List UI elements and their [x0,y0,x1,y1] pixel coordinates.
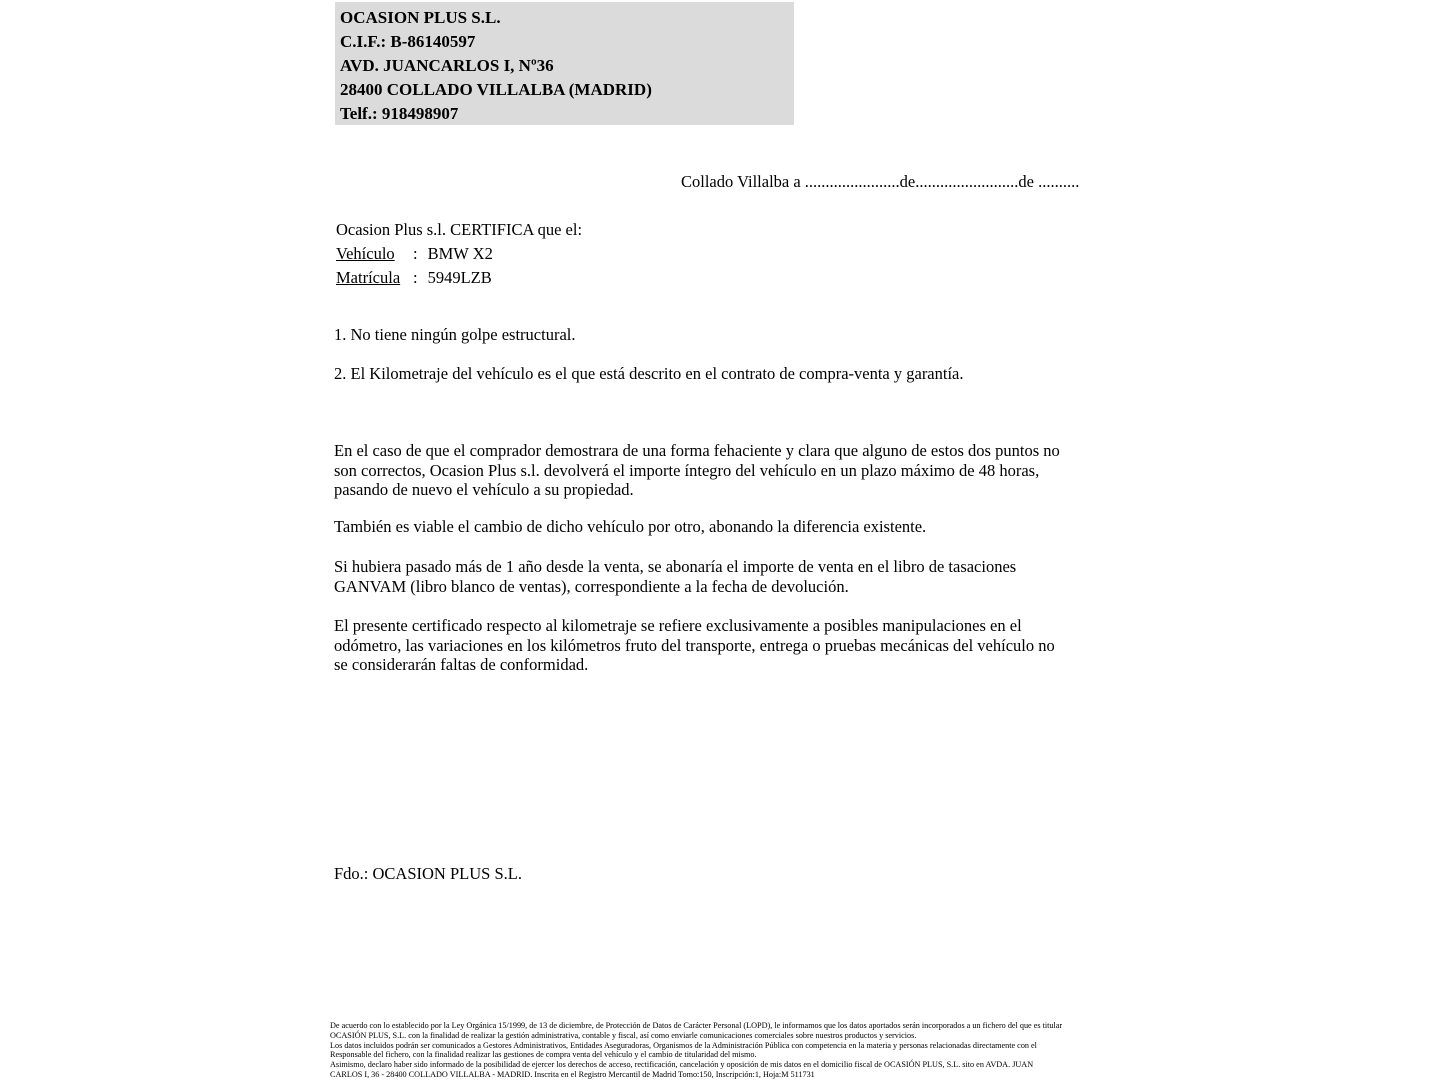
vehicle-separator: : [413,244,418,263]
paragraph-ganvam [334,557,1016,596]
certification-block [336,218,582,290]
paragraph-line: Si hubiera pasado más de 1 año desde la venta, se abonaría el importe de venta en el libro de tasaciones [334,557,1017,576]
paragraph-odometer [334,616,1055,675]
footer-line: OCASIÓN PLUS, S.L. con la finalidad de realizar la gestión administrativa, contable y fiscal, así como enviarle comunicaciones comerciales sobre nuestros productos y servicios. [330,1030,917,1040]
plate-label: Matrícula [336,268,401,287]
plate-value: 5949LZB [427,268,492,287]
date-line: Collado Villalba a .......................de.........................de .......... [681,172,1080,191]
vehicle-row [336,242,582,266]
paragraph-line: son correctos, Ocasion Plus s.l. devolverá el importe íntegro del vehículo en un plazo máximo de 48 horas, [334,460,1040,480]
legal-footer [330,1021,1062,1080]
footer-line: Los datos incluidos podrán ser comunicados a Gestores Administrativos, Entidades Aseguradoras, Organismos de la Administración Pública con competencia en la materia y personas relacionadas directamente con el [330,1040,1037,1050]
paragraph-line: GANVAM (libro blanco de ventas), correspondiente a la fecha de devolución. [334,576,849,596]
paragraph-exchange [334,517,926,537]
footer-line: Responsable del fichero, con la finalidad realizar las gestiones de compra venta del vehículo y el cambio de titularidad del mismo. [330,1050,757,1060]
company-cif: C.I.F.: B-86140597 [340,32,476,51]
paragraph-refund [334,441,1060,500]
paragraph-line: En el caso de que el comprador demostrara de una forma fehaciente y clara que alguno de estos dos puntos no [334,441,1060,460]
paragraph-line: El presente certificado respecto al kilometraje se refiere exclusivamente a posibles manipulaciones en el [334,616,1022,635]
vehicle-label: Vehículo [336,244,395,263]
company-address: AVD. JUANCARLOS I, Nº36 [340,56,554,75]
footer-line: De acuerdo con lo establecido por la Ley Orgánica 15/1999, de 13 de diciembre, de Protección de Datos de Carácter Personal (LOPD), le informamos que los datos aportados serán incorporados a un fichero del que es titular [330,1021,1063,1030]
paragraph-line: También es viable el cambio de dicho vehículo por otro, abonando la diferencia existente. [334,517,927,536]
paragraph-line: pasando de nuevo el vehículo a su propiedad. [334,480,634,499]
company-name: OCASION PLUS S.L. [340,8,501,27]
vehicle-value: BMW X2 [427,244,493,263]
signature-line: Fdo.: OCASION PLUS S.L. [334,864,522,883]
point-1: 1. No tiene ningún golpe estructural. [334,325,576,344]
paragraph-line: se considerarán faltas de conformidad. [334,655,589,674]
certification-intro: Ocasion Plus s.l. CERTIFICA que el: [336,220,583,239]
company-city: 28400 COLLADO VILLALBA (MADRID) [340,80,652,99]
plate-row [336,266,582,290]
footer-line: CARLOS I, 36 - 28400 COLLADO VILLALBA - MADRID. Inscrita en el Registro Mercantil de Madrid Tomo:150, Inscripción:1, Hoja:M 511731 [330,1069,815,1079]
company-phone: Telf.: 918498907 [340,104,459,123]
paragraph-line: odómetro, las variaciones en los kilómetros fruto del transporte, entrega o pruebas mecánicas del vehículo no [334,635,1055,655]
point-2: 2. El Kilometraje del vehículo es el que está descrito en el contrato de compra-venta y garantía. [334,364,964,383]
plate-separator: : [413,268,418,287]
footer-line: Asimismo, declaro haber sido informado de la posibilidad de ejercer los derechos de acceso, rectificación, cancelación y oposición de mis datos en el domicilio fiscal de OCASIÓN PLUS, S.L. sito en AVDA. JUAN [330,1060,1034,1070]
letterhead [335,2,794,125]
